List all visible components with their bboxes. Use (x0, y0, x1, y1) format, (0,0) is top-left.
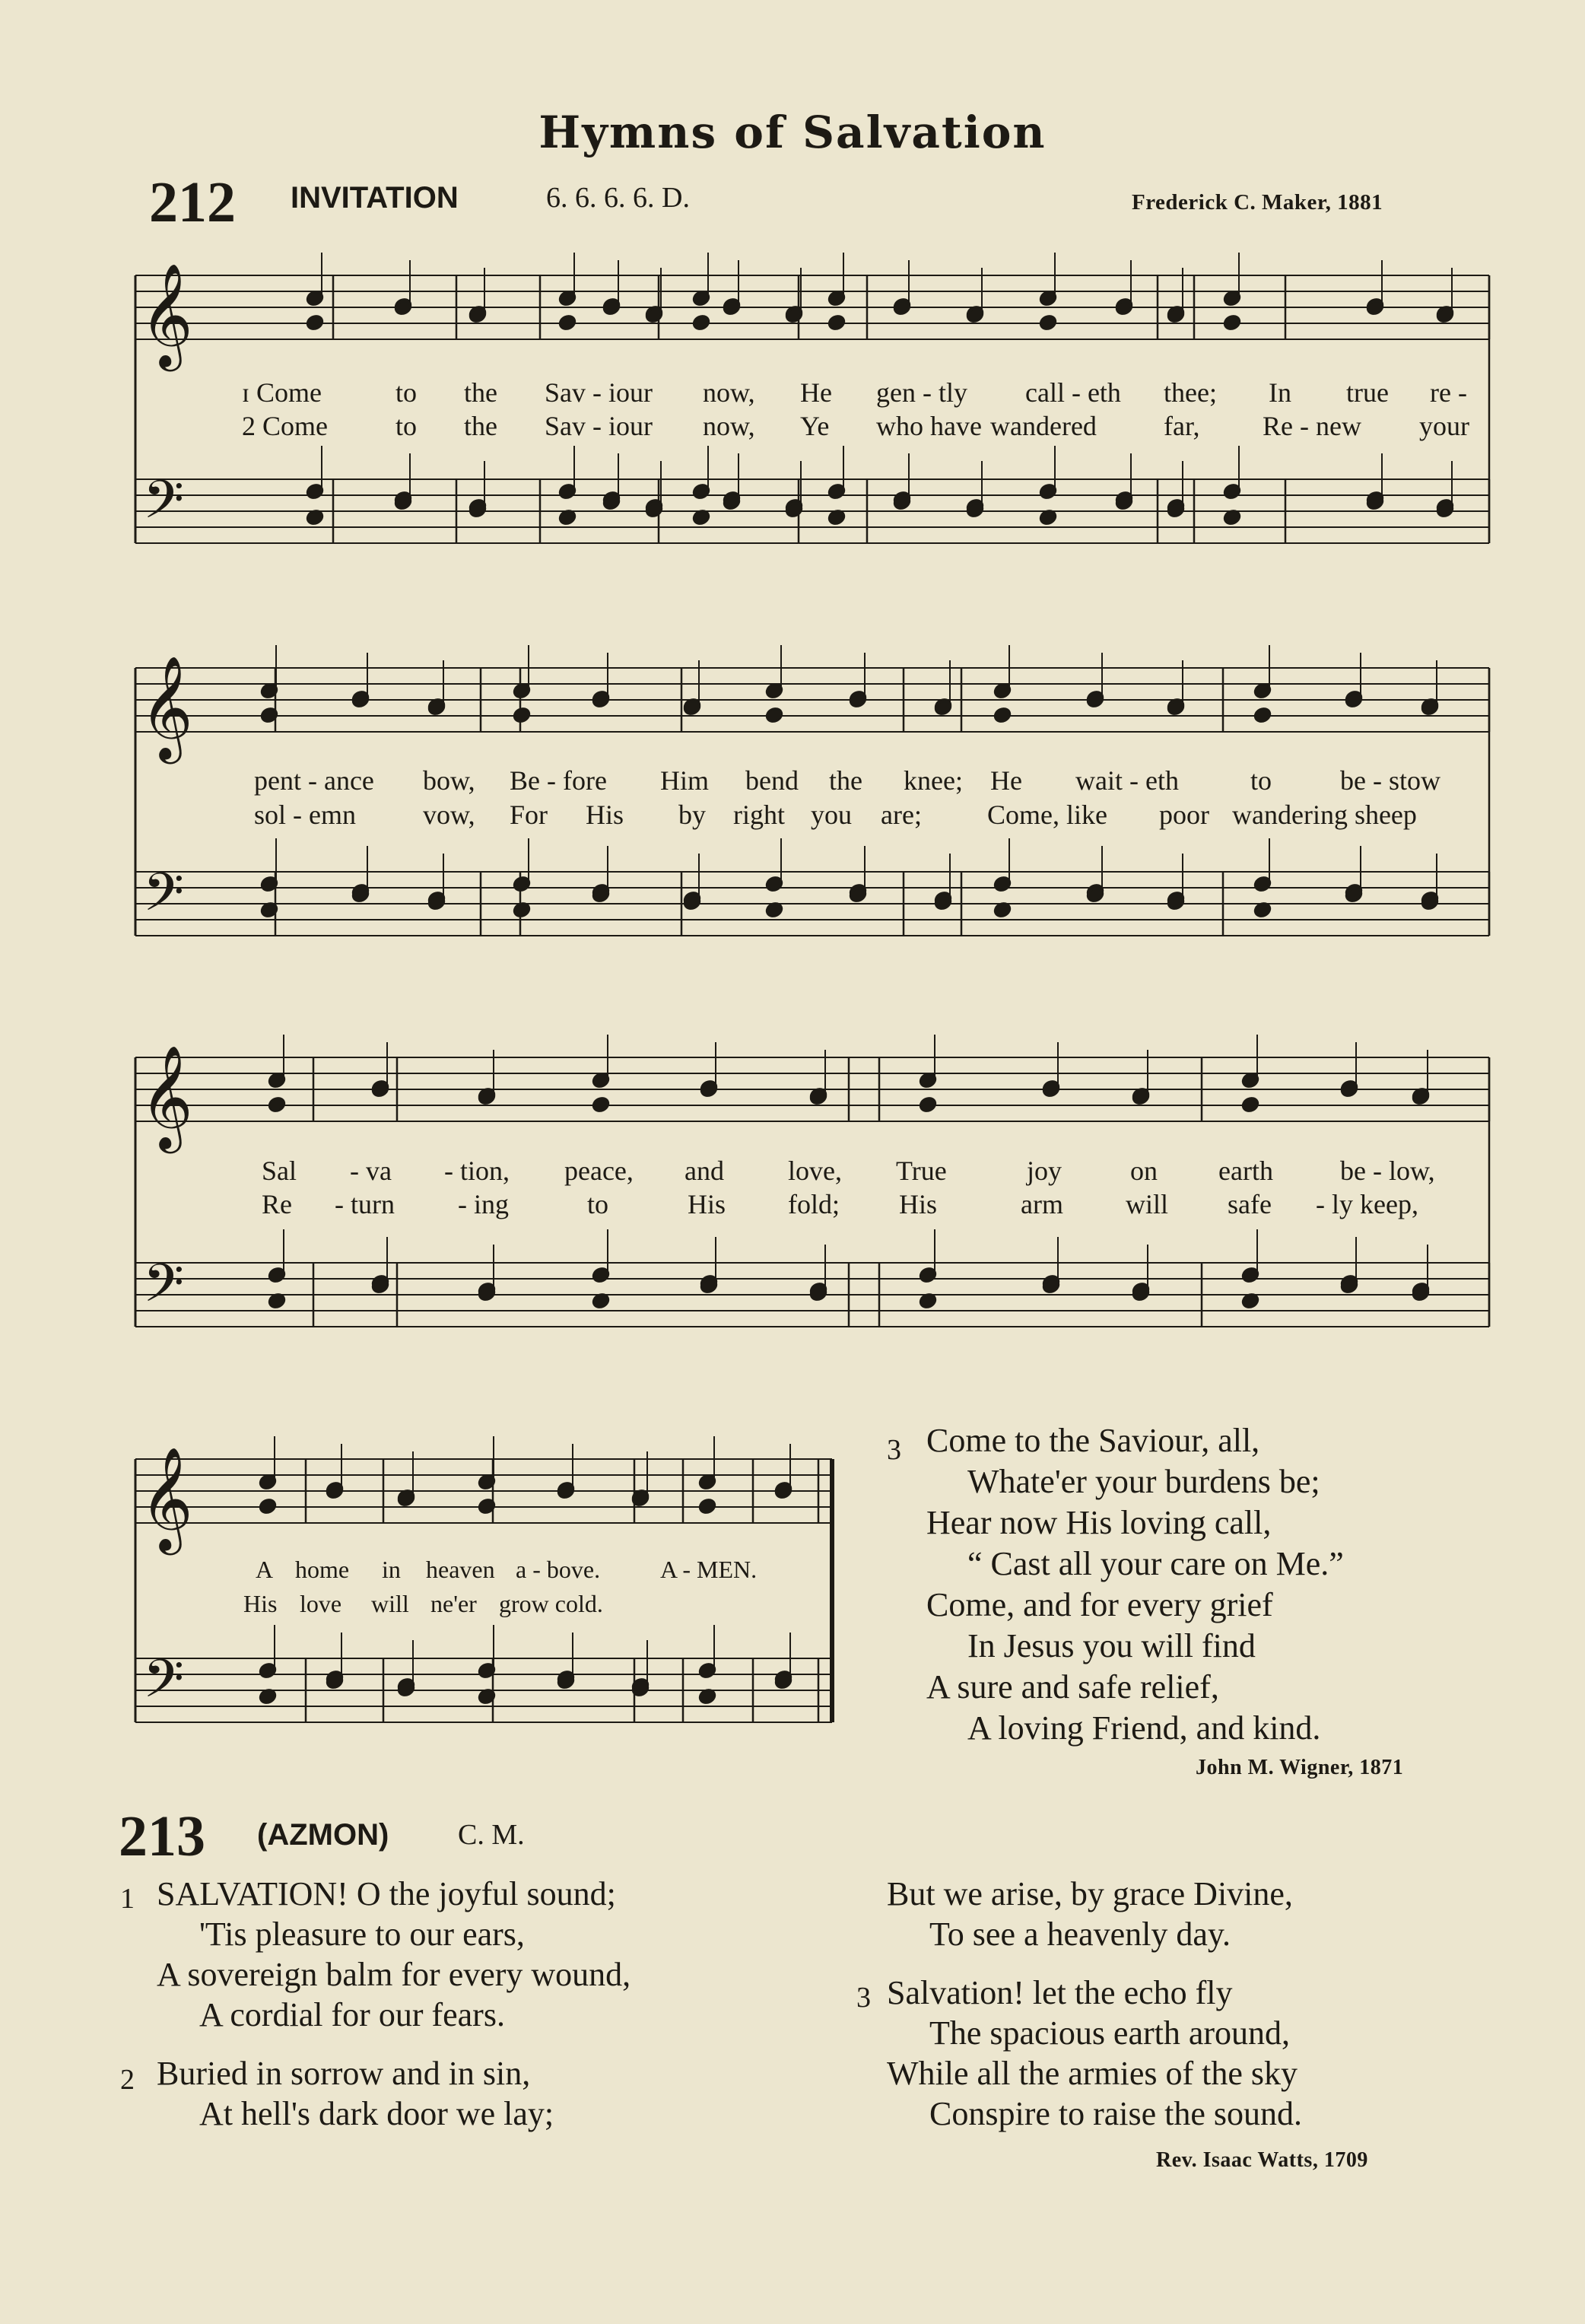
lyric-word: safe (1228, 1189, 1272, 1219)
lyric-word: Sal (262, 1156, 297, 1186)
hymn-number-213: 213 (119, 1804, 205, 1868)
lyric-word: and (685, 1156, 724, 1186)
lyric-word: be - low, (1340, 1156, 1435, 1186)
lyric-word: arm (1021, 1189, 1063, 1219)
lyric-word: earth (1218, 1156, 1273, 1186)
note-head (919, 1096, 938, 1114)
lyric-word: knee; (904, 765, 963, 796)
verse-line: 'Tis pleasure to our ears, (199, 1915, 525, 1953)
lyric-word: His (586, 800, 624, 830)
lyric-word: wandering sheep (1232, 800, 1417, 830)
composer-212: Frederick C. Maker, 1881 (1132, 190, 1383, 215)
lyric-word: now, (703, 411, 755, 441)
lyric-word: fold; (788, 1189, 840, 1219)
tune-name-212: INVITATION (291, 181, 459, 215)
lyric-word: right (733, 800, 785, 830)
lyric-word: ne'er (430, 1590, 477, 1617)
lyric-word: your (1419, 411, 1469, 441)
bass-clef: 𝄢 (143, 469, 185, 543)
lyric-word: be - stow (1340, 765, 1440, 796)
lyric-word: you (811, 800, 852, 830)
note-head (259, 1498, 278, 1515)
lyric-word: by (678, 800, 706, 830)
verse-number: 3 (856, 1982, 871, 2014)
verse-line: Buried in sorrow and in sin, (157, 2055, 531, 2092)
verse-line: In Jesus you will find (967, 1627, 1256, 1664)
author-212: John M. Wigner, 1871 (1196, 1756, 1404, 1779)
lyric-word: vow, (423, 800, 475, 830)
lyric-word: will (371, 1590, 409, 1617)
lyric-word: Sav - iour (545, 411, 653, 441)
lyric-word: ɪ Come (242, 377, 322, 408)
lyric-word: - ing (458, 1189, 509, 1219)
verse-line: The spacious earth around, (929, 2014, 1291, 2052)
treble-clef: 𝄞 (140, 262, 193, 367)
verse-line: A sure and safe relief, (926, 1668, 1219, 1706)
lyric-word: wandered (990, 411, 1097, 441)
verse-number: 3 (887, 1434, 901, 1466)
lyric-word: heaven (426, 1556, 495, 1583)
treble-clef: 𝄞 (140, 1044, 193, 1149)
lyric-word: the (829, 765, 862, 796)
note-head (592, 1096, 611, 1114)
lyric-word: will (1126, 1189, 1169, 1219)
bass-clef: 𝄢 (143, 861, 185, 936)
note-head (558, 314, 577, 332)
lyric-word: now, (703, 377, 755, 408)
lyric-word: His (688, 1189, 726, 1219)
lyric-word: bend (745, 765, 799, 796)
lyric-word: bow, (423, 765, 475, 796)
lyric-word: re - (1430, 377, 1467, 408)
lyric-word: Sav - iour (545, 377, 653, 408)
lyric-word: His (243, 1590, 278, 1617)
lyric-word: to (395, 411, 418, 441)
note-head (1039, 314, 1058, 332)
note-head (513, 707, 532, 724)
lyric-word: the (464, 411, 497, 441)
lyric-word: 2 Come (242, 411, 328, 441)
lyric-word: peace, (564, 1156, 634, 1186)
lyric-word: A - MEN. (660, 1556, 758, 1583)
lyric-word: He (800, 377, 832, 408)
lyric-word: joy (1027, 1156, 1062, 1186)
lyric-word: call - eth (1025, 377, 1121, 408)
verse-line: A cordial for our fears. (199, 1996, 505, 2033)
lyric-word: who have (876, 411, 982, 441)
verse-line: A sovereign balm for every wound, (157, 1956, 631, 1993)
page-title: Hymns of Salvation (538, 107, 1047, 158)
note-head (698, 1498, 717, 1515)
note-head (1253, 707, 1272, 724)
verse-line: Hear now His loving call, (926, 1504, 1272, 1541)
lyric-word: Re (262, 1189, 292, 1219)
lyric-word: Be - fore (510, 765, 607, 796)
lyric-word: love (300, 1590, 342, 1617)
verse-line: Come, and for every grief (926, 1586, 1273, 1623)
lyric-word: in (382, 1556, 401, 1583)
treble-clef: 𝄞 (140, 654, 193, 759)
lyric-word: Ye (800, 411, 830, 441)
meter-212: 6. 6. 6. 6. D. (546, 182, 690, 214)
verse-line: At hell's dark door we lay; (199, 2095, 554, 2132)
meter-213: C. M. (458, 1819, 525, 1851)
verse-number: 2 (120, 2064, 135, 2096)
lyric-word: His (899, 1189, 938, 1219)
note-head (306, 314, 325, 332)
lyric-word: A (256, 1556, 274, 1583)
verse-line: But we arise, by grace Divine, (887, 1875, 1293, 1912)
tune-name-213: (AZMON) (257, 1818, 389, 1852)
verse-line: While all the armies of the sky (887, 2055, 1298, 2092)
lyric-word: Him (660, 765, 710, 796)
bass-clef: 𝄢 (143, 1252, 185, 1327)
lyric-word: are; (881, 800, 922, 830)
lyric-word: gen - tly (876, 377, 967, 408)
lyric-word: to (395, 377, 418, 408)
note-head (827, 314, 846, 332)
lyric-word: - ly keep, (1316, 1189, 1418, 1219)
lyric-word: a - bove. (516, 1556, 601, 1583)
verse-line: A loving Friend, and kind. (967, 1709, 1321, 1747)
lyric-word: In (1269, 377, 1291, 408)
lyric-word: sol - emn (254, 800, 356, 830)
verse-line: “ Cast all your care on Me.” (967, 1545, 1344, 1582)
lyric-word: Come, like (987, 800, 1107, 830)
lyric-word: - turn (335, 1189, 395, 1219)
note-head (1241, 1096, 1260, 1114)
lyric-word: to (587, 1189, 609, 1219)
lyric-word: to (1250, 765, 1272, 796)
lyric-word: - va (350, 1156, 392, 1186)
author-213: Rev. Isaac Watts, 1709 (1156, 2148, 1368, 2172)
lyric-word: home (295, 1556, 350, 1583)
lyric-word: love, (788, 1156, 842, 1186)
lyric-word: pent - ance (254, 765, 374, 796)
treble-clef: 𝄞 (140, 1445, 193, 1550)
lyric-word: He (990, 765, 1022, 796)
lyric-word: far, (1164, 411, 1200, 441)
note-head (765, 707, 784, 724)
note-head (268, 1096, 287, 1114)
lyric-word: true (1346, 377, 1389, 408)
lyric-word: - tion, (444, 1156, 510, 1186)
verse-line: Come to the Saviour, all, (926, 1422, 1260, 1459)
note-head (692, 314, 711, 332)
lyric-word: Re - new (1263, 411, 1361, 441)
verse-line: Salvation! let the echo fly (887, 1974, 1233, 2011)
lyric-word: the (464, 377, 497, 408)
lyric-word: on (1130, 1156, 1158, 1186)
bass-clef: 𝄢 (143, 1648, 185, 1722)
lyric-word: wait - eth (1075, 765, 1179, 796)
verse-line: SALVATION! O the joyful sound; (157, 1875, 616, 1912)
lyric-word: thee; (1164, 377, 1217, 408)
verse-number: 1 (120, 1883, 135, 1915)
note-head (1223, 314, 1242, 332)
verse-line: Whate'er your burdens be; (967, 1463, 1320, 1500)
verse-line: To see a heavenly day. (929, 1915, 1231, 1953)
lyric-word: grow cold. (499, 1590, 603, 1617)
lyric-word: For (510, 800, 548, 830)
lyric-word: True (896, 1156, 947, 1186)
note-head (993, 707, 1012, 724)
verse-line: Conspire to raise the sound. (929, 2095, 1303, 2132)
hymn-number-212: 212 (149, 170, 236, 234)
lyric-word: poor (1159, 800, 1209, 830)
